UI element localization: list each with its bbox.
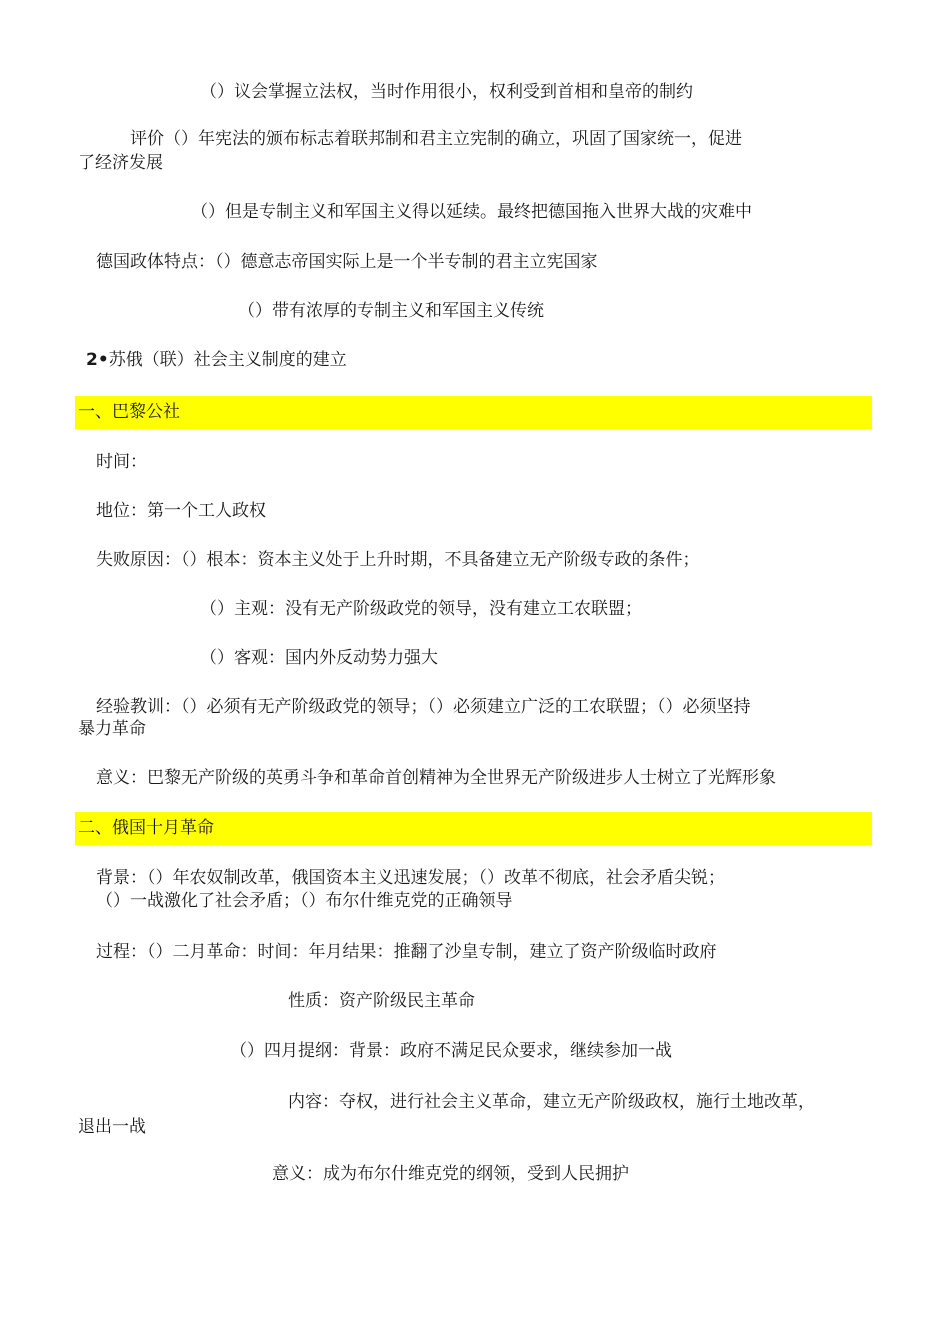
section-heading-text: 二、俄国十月革命 bbox=[78, 818, 214, 838]
text-line: （）带有浓厚的专制主义和军国主义传统 bbox=[238, 301, 544, 321]
text-line: 经验教训：（）必须有无产阶级政党的领导；（）必须建立广泛的工农联盟；（）必须坚持 bbox=[96, 697, 751, 717]
section-heading-text: 一、巴黎公社 bbox=[78, 402, 180, 422]
section-heading bbox=[75, 396, 872, 429]
text-line: （）四月提纲：背景：政府不满足民众要求，继续参加一战 bbox=[230, 1041, 672, 1061]
text-line: 评价（）年宪法的颁布标志着联邦制和君主立宪制的确立，巩固了国家统一，促进 bbox=[130, 129, 742, 149]
text-line: 德国政体特点：（）德意志帝国实际上是一个半专制的君主立宪国家 bbox=[96, 252, 598, 272]
text-line: 背景：（）年农奴制改革，俄国资本主义迅速发展；（）改革不彻底，社会矛盾尖锐； bbox=[96, 868, 725, 888]
text-line: 内容：夺权，进行社会主义革命，建立无产阶级政权，施行土地改革， bbox=[288, 1092, 815, 1112]
text-line: 意义：巴黎无产阶级的英勇斗争和革命首创精神为全世界无产阶级进步人士树立了光辉形象 bbox=[96, 768, 776, 788]
text-line: 了经济发展 bbox=[78, 153, 163, 173]
section-number: 2• bbox=[86, 350, 109, 370]
text-line: 退出一战 bbox=[78, 1117, 146, 1137]
text-line: 过程：（）二月革命：时间：年月结果：推翻了沙皇专制，建立了资产阶级临时政府 bbox=[96, 942, 717, 962]
text-line: 暴力革命 bbox=[78, 719, 146, 739]
text-line: （）但是专制主义和军国主义得以延续。最终把德国拖入世界大战的灾难中 bbox=[191, 202, 752, 222]
section-subtitle-text: 苏俄（联）社会主义制度的建立 bbox=[108, 350, 347, 370]
text-line: 时间： bbox=[96, 452, 147, 472]
text-line: 地位：第一个工人政权 bbox=[96, 501, 266, 521]
text-line: （）客观：国内外反动势力强大 bbox=[200, 648, 438, 668]
section-heading bbox=[75, 812, 872, 845]
text-line: 意义：成为布尔什维克党的纲领，受到人民拥护 bbox=[272, 1164, 629, 1184]
text-line: 失败原因：（）根本：资本主义处于上升时期，不具备建立无产阶级专政的条件； bbox=[96, 550, 700, 570]
text-line: （）议会掌握立法权，当时作用很小，权利受到首相和皇帝的制约 bbox=[200, 82, 693, 102]
section-subtitle bbox=[86, 348, 347, 372]
text-line: 性质：资产阶级民主革命 bbox=[288, 991, 475, 1011]
text-line: （）一战激化了社会矛盾；（）布尔什维克党的正确领导 bbox=[96, 891, 513, 911]
text-line: （）主观：没有无产阶级政党的领导，没有建立工农联盟； bbox=[200, 599, 642, 619]
